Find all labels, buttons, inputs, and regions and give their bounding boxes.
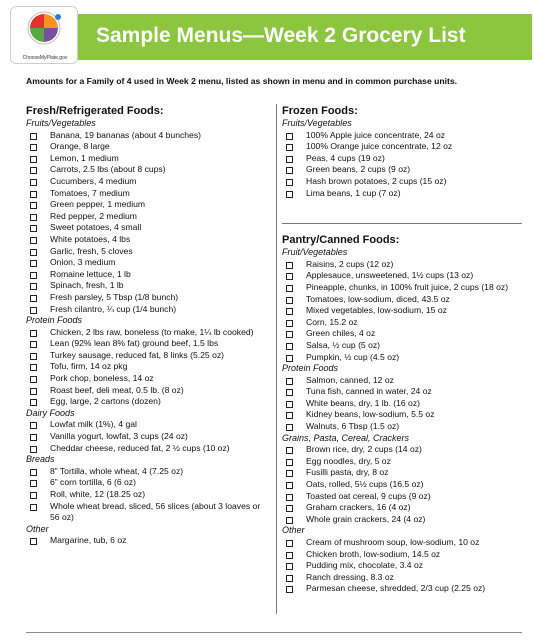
grocery-item xyxy=(282,153,522,165)
grocery-item xyxy=(282,375,522,387)
grocery-item xyxy=(26,338,266,350)
grocery-item xyxy=(282,398,522,410)
grocery-item-text: Pineapple, chunks, in 100% fruit juice, 2 cups (18 oz) xyxy=(306,281,509,292)
myplate-logo xyxy=(10,6,78,64)
right-column xyxy=(282,104,522,595)
grocery-item-text: Lowfat milk (1%), 4 gal xyxy=(50,419,137,430)
grocery-item-text: White potatoes, 4 lbs xyxy=(50,233,131,244)
grocery-item xyxy=(282,386,522,398)
checkbox-icon[interactable] xyxy=(30,191,37,198)
checkbox-icon[interactable] xyxy=(286,331,293,338)
grocery-item-text: Hash brown potatoes, 2 cups (15 oz) xyxy=(306,175,447,186)
grocery-item xyxy=(26,489,266,501)
grocery-item-text: Lemon, 1 medium xyxy=(50,152,119,163)
grocery-item-text: 6” corn tortilla, 6 (6 oz) xyxy=(50,477,136,488)
grocery-item-text: Oats, rolled, 5½ cups (16.5 oz) xyxy=(306,479,424,490)
plate-icon xyxy=(27,11,61,45)
grocery-item-text: Green pepper, 1 medium xyxy=(50,199,146,210)
grocery-item xyxy=(26,199,266,211)
grocery-item xyxy=(282,340,522,352)
checkbox-icon[interactable] xyxy=(286,389,293,396)
checkbox-icon[interactable] xyxy=(286,482,293,489)
pantry-section xyxy=(282,233,522,595)
checkbox-icon[interactable] xyxy=(30,202,37,209)
page-title: Sample Menus—Week 2 Grocery List xyxy=(96,24,466,47)
grocery-item xyxy=(282,572,522,584)
grocery-item-text: Banana, 19 bananas (about 4 bunches) xyxy=(50,129,201,140)
checkbox-icon[interactable] xyxy=(30,283,37,290)
grocery-item-text: Whole grain crackers, 24 (4 oz) xyxy=(306,513,426,524)
grocery-item-text: Pudding mix, chocolate, 3.4 oz xyxy=(306,560,424,571)
grocery-item-text: Egg noodles, dry, 5 oz xyxy=(306,455,391,466)
grocery-item xyxy=(26,234,266,246)
grocery-item xyxy=(26,222,266,234)
checkbox-icon[interactable] xyxy=(286,320,293,327)
grocery-item xyxy=(26,466,266,478)
checkbox-icon[interactable] xyxy=(286,517,293,524)
grocery-item-text: Parmesan cheese, shredded, 2/3 cup (2.25 oz) xyxy=(306,583,486,594)
grocery-item-text: Egg, large, 2 cartons (dozen) xyxy=(50,396,161,407)
grocery-list xyxy=(26,535,266,547)
checkbox-icon[interactable] xyxy=(30,480,37,487)
grocery-item-text: Green chiles, 4 oz xyxy=(306,328,376,339)
grocery-item-text: Vanilla yogurt, lowfat, 3 cups (24 oz) xyxy=(50,431,188,442)
grocery-item xyxy=(26,373,266,385)
grocery-item xyxy=(282,514,522,526)
checkbox-icon[interactable] xyxy=(286,285,293,292)
grocery-item xyxy=(26,431,266,443)
grocery-item xyxy=(26,176,266,188)
grocery-item xyxy=(26,164,266,176)
checkbox-icon[interactable] xyxy=(30,307,37,314)
grocery-item xyxy=(282,317,522,329)
grocery-item xyxy=(282,467,522,479)
fresh-section xyxy=(26,104,266,547)
grocery-item xyxy=(26,141,266,153)
grocery-item-text: Spinach, fresh, 1 lb xyxy=(50,280,124,291)
grocery-item xyxy=(282,305,522,317)
grocery-item-text: Fusilli pasta, dry, 8 oz xyxy=(306,467,389,478)
category-label: Breads xyxy=(26,454,55,465)
checkbox-icon[interactable] xyxy=(286,297,293,304)
category-label: Protein Foods xyxy=(282,363,339,374)
grocery-item xyxy=(26,443,266,455)
grocery-item xyxy=(282,176,522,188)
grocery-item-text: Pumpkin, ½ cup (4.5 oz) xyxy=(306,351,400,362)
checkbox-icon[interactable] xyxy=(30,272,37,279)
grocery-item xyxy=(26,361,266,373)
grocery-item xyxy=(282,560,522,572)
grocery-item xyxy=(282,491,522,503)
checkbox-icon[interactable] xyxy=(286,343,293,350)
grocery-item-text: Tomatoes, 7 medium xyxy=(50,187,130,198)
grocery-item-text: Peas, 4 cups (19 oz) xyxy=(306,152,385,163)
category-label: Fruits/Vegetables xyxy=(26,118,96,128)
grocery-item xyxy=(282,352,522,364)
checkbox-icon[interactable] xyxy=(30,434,37,441)
category-label: Protein Foods xyxy=(26,315,83,326)
grocery-item-text: Walnuts, 6 Tbsp (1.5 oz) xyxy=(306,421,400,432)
group-list xyxy=(282,118,522,199)
grocery-item xyxy=(26,477,266,489)
grocery-item xyxy=(26,211,266,223)
grocery-item xyxy=(282,502,522,514)
grocery-item-text: Chicken broth, low-sodium, 14.5 oz xyxy=(306,548,441,559)
checkbox-icon[interactable] xyxy=(286,262,293,269)
grocery-item xyxy=(26,246,266,258)
grocery-item-text: Turkey sausage, reduced fat, 8 links (5.25 oz) xyxy=(50,349,225,360)
category-label: Other xyxy=(282,525,305,536)
grocery-list xyxy=(26,130,266,316)
grocery-item-text: Roast beef, deli meat, 0.5 lb. (8 oz) xyxy=(50,384,184,395)
grocery-item-text: Cucumbers, 4 medium xyxy=(50,175,137,186)
checkbox-icon[interactable] xyxy=(286,470,293,477)
grocery-item-text: Fresh cilantro, ¼ cup (1/4 bunch) xyxy=(50,303,177,314)
grocery-item-text: Corn, 15.2 oz xyxy=(306,316,358,327)
grocery-item xyxy=(282,583,522,595)
grocery-list xyxy=(282,130,522,200)
checkbox-icon[interactable] xyxy=(30,225,37,232)
grocery-item-text: Pork chop, boneless, 14 oz xyxy=(50,373,154,384)
grocery-item xyxy=(282,328,522,340)
checkbox-icon[interactable] xyxy=(30,167,37,174)
checkbox-icon[interactable] xyxy=(286,412,293,419)
grocery-item xyxy=(282,409,522,421)
grocery-item-text: Tuna fish, canned in water, 24 oz xyxy=(306,386,432,397)
checkbox-icon[interactable] xyxy=(30,237,37,244)
checkbox-icon[interactable] xyxy=(30,260,37,267)
grocery-item xyxy=(282,421,522,433)
grocery-item-text: Mixed vegetables, low-sodium, 15 oz xyxy=(306,305,447,316)
checkbox-icon[interactable] xyxy=(286,494,293,501)
checkbox-icon[interactable] xyxy=(30,446,37,453)
grocery-list xyxy=(26,419,266,454)
grocery-item-text: Graham crackers, 16 (4 oz) xyxy=(306,502,411,513)
section-title: Fresh/Refrigerated Foods: xyxy=(26,105,164,117)
checkbox-icon[interactable] xyxy=(30,179,37,186)
grocery-list xyxy=(282,537,522,595)
grocery-item xyxy=(26,350,266,362)
checkbox-icon[interactable] xyxy=(286,563,293,570)
grocery-item xyxy=(282,479,522,491)
grocery-item-text: Lima beans, 1 cup (7 oz) xyxy=(306,187,401,198)
grocery-item xyxy=(26,130,266,142)
checkbox-icon[interactable] xyxy=(286,156,293,163)
grocery-item-text: Brown rice, dry, 2 cups (14 oz) xyxy=(306,444,422,455)
checkbox-icon[interactable] xyxy=(286,191,293,198)
checkbox-icon[interactable] xyxy=(286,273,293,280)
checkbox-icon[interactable] xyxy=(286,167,293,174)
grocery-item xyxy=(26,292,266,304)
grocery-item xyxy=(26,501,266,524)
group-list xyxy=(282,247,522,595)
grocery-item xyxy=(26,327,266,339)
grocery-item-text: Whole wheat bread, sliced, 56 slices (about 3 loaves or 56 oz) xyxy=(50,500,261,523)
grocery-item-text: Toasted oat cereal, 9 cups (9 oz) xyxy=(306,490,431,501)
checkbox-icon[interactable] xyxy=(30,295,37,302)
checkbox-icon[interactable] xyxy=(286,552,293,559)
grocery-item xyxy=(26,257,266,269)
checkbox-icon[interactable] xyxy=(30,538,37,545)
category-label: Other xyxy=(26,523,49,534)
grocery-item xyxy=(26,153,266,165)
checkbox-icon[interactable] xyxy=(286,505,293,512)
category-label: Dairy Foods xyxy=(26,407,75,418)
checkbox-icon[interactable] xyxy=(286,586,293,593)
checkbox-icon[interactable] xyxy=(286,355,293,362)
grocery-item-text: 8” Tortilla, whole wheat, 4 (7.25 oz) xyxy=(50,465,184,476)
checkbox-icon[interactable] xyxy=(286,401,293,408)
grocery-item-text: Cream of mushroom soup, low-sodium, 10 oz xyxy=(306,537,480,547)
grocery-list xyxy=(26,466,266,524)
grocery-item-text: Tofu, firm, 14 oz pkg xyxy=(50,361,128,372)
checkbox-icon[interactable] xyxy=(30,249,37,256)
grocery-item xyxy=(26,385,266,397)
grocery-item xyxy=(26,535,266,547)
column-divider xyxy=(276,104,277,614)
logo-text: ChooseMyPlate.gov xyxy=(22,55,68,61)
checkbox-icon[interactable] xyxy=(30,388,37,395)
grocery-item xyxy=(282,130,522,142)
checkbox-icon[interactable] xyxy=(30,214,37,221)
checkbox-icon[interactable] xyxy=(286,447,293,454)
grocery-item-text: 100% Orange juice concentrate, 12 oz xyxy=(306,141,453,152)
grocery-item-text: Applesauce, unsweetened, 1½ cups (13 oz) xyxy=(306,270,474,281)
header xyxy=(10,6,532,68)
checkbox-icon[interactable] xyxy=(286,575,293,582)
grocery-item-text: Romaine lettuce, 1 lb xyxy=(50,268,131,279)
checkbox-icon[interactable] xyxy=(30,341,37,348)
checkbox-icon[interactable] xyxy=(30,399,37,406)
checkbox-icon[interactable] xyxy=(30,376,37,383)
checkbox-icon[interactable] xyxy=(30,330,37,337)
group-list xyxy=(26,118,266,547)
checkbox-icon[interactable] xyxy=(30,469,37,476)
grocery-item-text: Salmon, canned, 12 oz xyxy=(306,374,394,385)
grocery-item-text: Fresh parsley, 5 Tbsp (1/8 bunch) xyxy=(50,291,179,302)
grocery-list xyxy=(26,327,266,408)
category-label: Grains, Pasta, Cereal, Crackers xyxy=(282,432,410,443)
grocery-list xyxy=(282,259,522,363)
grocery-item-text: Margarine, tub, 6 oz xyxy=(50,535,127,546)
checkbox-icon[interactable] xyxy=(286,459,293,466)
grocery-item xyxy=(282,188,522,200)
checkbox-icon[interactable] xyxy=(30,492,37,499)
checkbox-icon[interactable] xyxy=(286,179,293,186)
grocery-item-text: Garlic, fresh, 5 cloves xyxy=(50,245,133,256)
footer-rule xyxy=(26,632,522,633)
grocery-item-text: Kidney beans, low-sodium, 5.5 oz xyxy=(306,409,435,420)
grocery-item-text: Green beans, 2 cups (9 oz) xyxy=(306,164,411,175)
checkbox-icon[interactable] xyxy=(30,353,37,360)
grocery-item xyxy=(282,164,522,176)
grocery-item xyxy=(26,269,266,281)
grocery-item xyxy=(26,304,266,316)
category-label: Fruit/Vegetables xyxy=(282,247,348,258)
grocery-item xyxy=(282,259,522,271)
checkbox-icon[interactable] xyxy=(30,156,37,163)
grocery-item xyxy=(282,537,522,549)
grocery-item-text: Sweet potatoes, 4 small xyxy=(50,222,142,233)
grocery-item xyxy=(26,280,266,292)
checkbox-icon[interactable] xyxy=(30,133,37,140)
grocery-item-text: Carrots, 2.5 lbs (about 8 cups) xyxy=(50,164,166,175)
grocery-item xyxy=(282,141,522,153)
grocery-item-text: White beans, dry, 1 lb. (16 oz) xyxy=(306,397,420,408)
grocery-item xyxy=(282,270,522,282)
checkbox-icon[interactable] xyxy=(30,364,37,371)
checkbox-icon[interactable] xyxy=(30,422,37,429)
grocery-item xyxy=(26,188,266,200)
checkbox-icon[interactable] xyxy=(30,144,37,151)
intro-text: Amounts for a Family of 4 used in Week 2 menu, listed as shown in menu and in common purchase units. xyxy=(26,76,458,86)
grocery-item-text: Salsa, ½ cup (5 oz) xyxy=(306,339,381,350)
grocery-item-text: Onion, 3 medium xyxy=(50,257,116,268)
section-title: Pantry/Canned Foods: xyxy=(282,234,400,247)
grocery-item xyxy=(282,549,522,561)
checkbox-icon[interactable] xyxy=(286,308,293,315)
checkbox-icon[interactable] xyxy=(286,540,293,547)
grocery-item xyxy=(26,396,266,408)
grocery-item-text: Ranch dressing, 8.3 oz xyxy=(306,571,394,582)
grocery-list xyxy=(282,444,522,525)
grocery-item-text: Tomatoes, low-sodium, diced, 43.5 oz xyxy=(306,293,450,304)
grocery-item-text: Orange, 8 large xyxy=(50,141,110,152)
checkbox-icon[interactable] xyxy=(286,144,293,151)
grocery-item xyxy=(282,294,522,306)
title-banner xyxy=(58,14,532,60)
grocery-item-text: Lean (92% lean 8% fat) ground beef, 1.5 lbs xyxy=(50,338,219,349)
grocery-item-text: Roll, white, 12 (18.25 oz) xyxy=(50,489,146,499)
grocery-item-text: Cheddar cheese, reduced fat, 2 ½ cups (10 oz) xyxy=(50,442,230,453)
checkbox-icon[interactable] xyxy=(286,424,293,431)
left-column xyxy=(26,104,266,547)
grocery-item xyxy=(26,419,266,431)
grocery-item-text: Chicken, 2 lbs raw, boneless (to make, 1¼ lb cooked) xyxy=(50,326,254,337)
section-title: Frozen Foods: xyxy=(282,105,358,117)
category-label: Fruits/Vegetables xyxy=(282,118,352,128)
checkbox-icon[interactable] xyxy=(30,504,37,511)
grocery-item xyxy=(282,456,522,468)
grocery-item-text: 100% Apple juice concentrate, 24 oz xyxy=(306,129,446,140)
grocery-list xyxy=(282,375,522,433)
grocery-item-text: Red pepper, 2 medium xyxy=(50,210,137,221)
grocery-item-text: Raisins, 2 cups (12 oz) xyxy=(306,258,394,269)
grocery-item xyxy=(282,282,522,294)
frozen-section xyxy=(282,104,522,199)
grocery-item xyxy=(282,444,522,456)
checkbox-icon[interactable] xyxy=(286,133,293,140)
checkbox-icon[interactable] xyxy=(286,378,293,385)
